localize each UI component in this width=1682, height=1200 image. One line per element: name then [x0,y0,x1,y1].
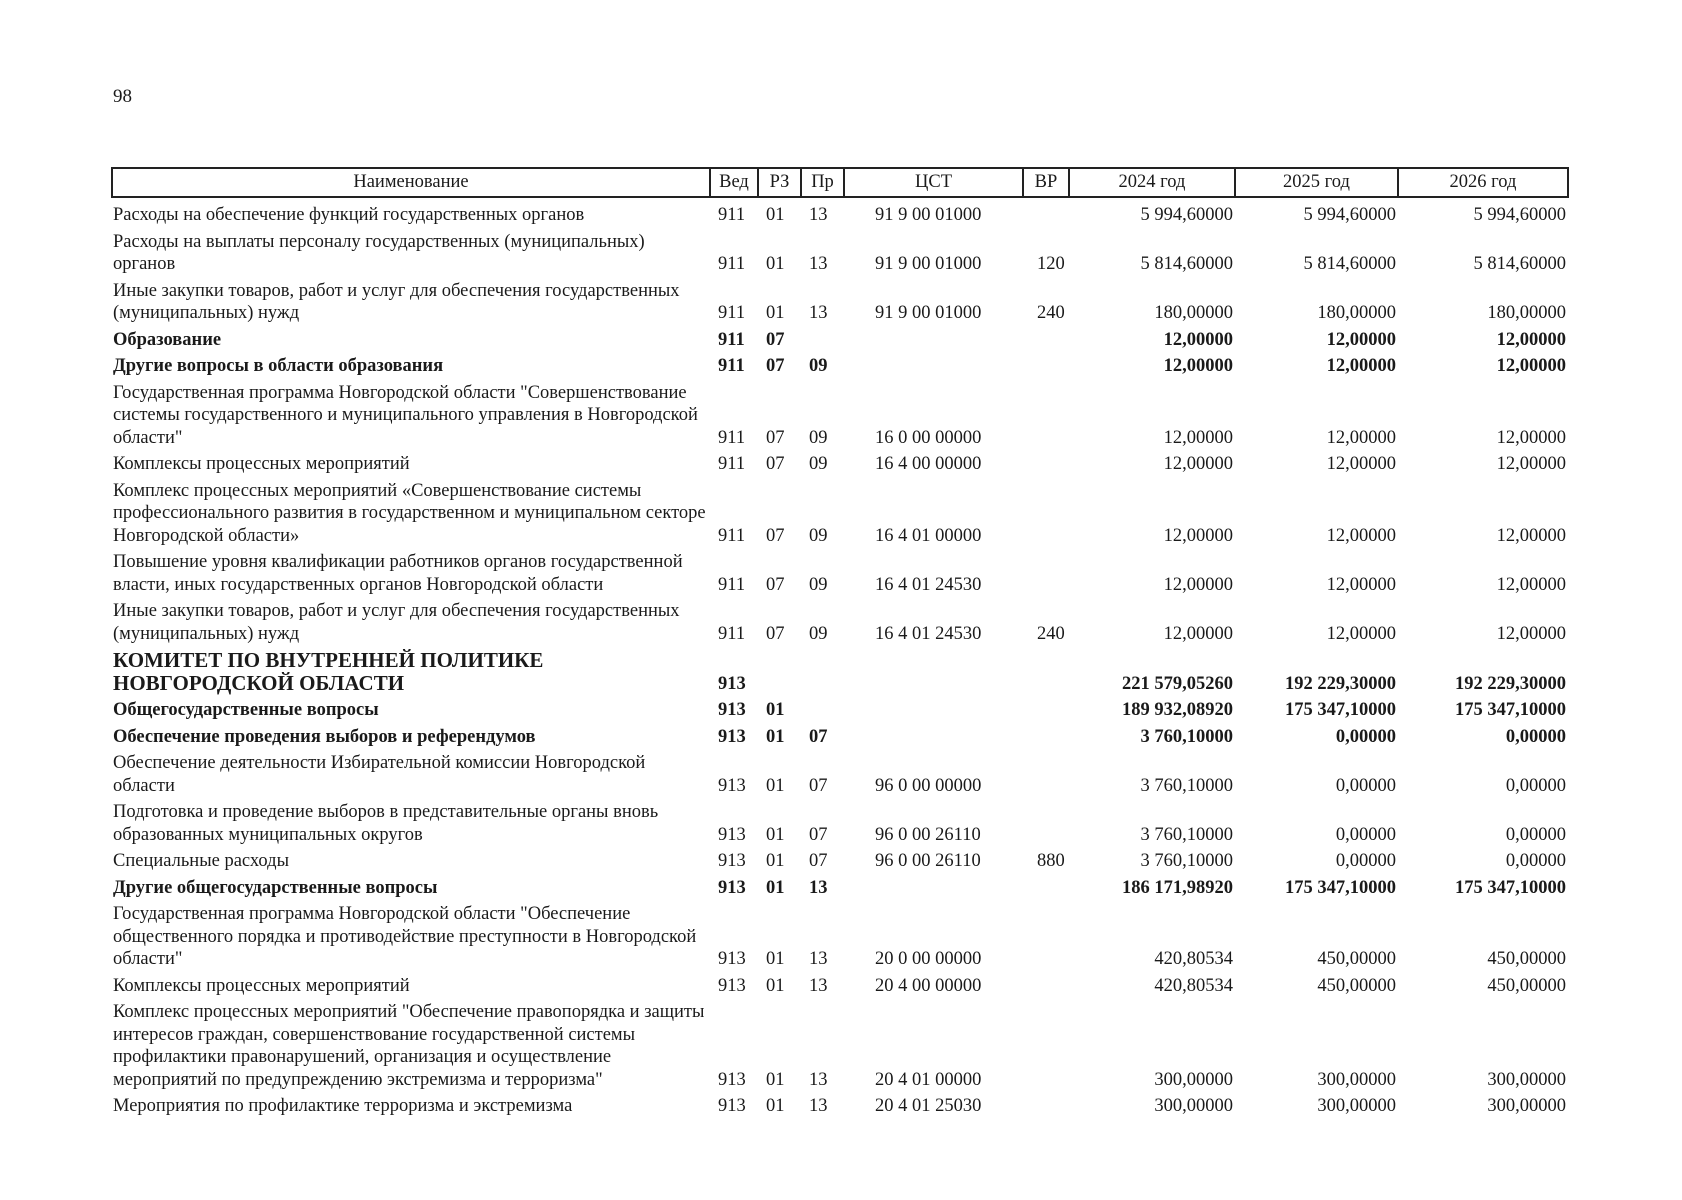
cell-cst: 96 0 00 26110 [875,851,981,871]
cell-2024: 12,00000 [1163,356,1233,376]
cell-name: Обеспечение проведения выборов и референдумов [113,726,536,747]
cell-2024: 221 579,05260 [1122,673,1233,694]
cell-2025: 450,00000 [1317,975,1396,996]
cell-rz: 01 [766,949,785,969]
table-row [112,848,1568,875]
cell-2024: 3 760,10000 [1140,824,1233,845]
cell-rz: 01 [766,824,785,845]
header-cst: ЦСТ [844,168,1023,197]
cell-ved: 913 [718,1069,746,1090]
cell-ved: 911 [718,454,746,474]
table-row [112,973,1568,1000]
cell-pr: 13 [809,975,828,996]
header-pr: Пр [801,168,844,197]
cell-ved: 911 [718,427,746,448]
cell-rz: 07 [766,427,785,448]
table-row [112,647,1568,697]
cell-2026: 12,00000 [1496,623,1566,644]
cell-2025: 5 994,60000 [1303,205,1396,225]
cell-cst [844,327,1023,354]
cell-rz: 07 [766,356,785,376]
cell-cst [844,647,1023,697]
cell-ved: 913 [718,975,746,996]
cell-name: Комплекс процессных мероприятий «Совершенствование системы профессионального развития в государственном и муниципальном секторе Новгородской области» [113,480,706,546]
cell-2026: 175 347,10000 [1455,700,1566,720]
cell-rz: 01 [766,775,785,796]
cell-name: Обеспечение деятельности Избирательной комиссии Новгородской области [113,753,646,796]
cell-ved: 913 [718,775,746,796]
cell-pr: 07 [809,775,828,796]
cell-2024: 300,00000 [1154,1096,1233,1116]
table-row [112,598,1568,647]
cell-2026: 300,00000 [1487,1096,1566,1116]
cell-vr [1023,451,1069,478]
cell-pr: 13 [809,1069,828,1090]
cell-2024: 12,00000 [1163,427,1233,448]
cell-2026: 0,00000 [1505,775,1566,796]
cell-cst [844,697,1023,724]
cell-name: Государственная программа Новгородской области "Обеспечение общественного порядка и противодействие преступности в Новгородской области" [113,904,697,969]
cell-cst: 96 0 00 00000 [875,775,982,796]
cell-2025: 12,00000 [1326,427,1396,448]
cell-2026: 0,00000 [1505,851,1566,871]
header-2024: 2024 год [1069,168,1235,197]
cell-ved: 911 [718,525,746,546]
cell-pr: 09 [809,454,828,474]
cell-rz: 01 [766,975,785,996]
cell-2026: 12,00000 [1496,329,1566,350]
cell-2026: 12,00000 [1496,427,1566,448]
cell-2026: 0,00000 [1505,824,1566,845]
table-row [112,875,1568,902]
cell-2025: 0,00000 [1335,726,1396,747]
cell-ved: 913 [718,726,746,747]
cell-name: Другие общегосударственные вопросы [113,877,438,898]
cell-2025: 12,00000 [1326,356,1396,376]
cell-2026: 5 814,60000 [1473,254,1566,274]
cell-2025: 450,00000 [1317,949,1396,969]
cell-2026: 450,00000 [1487,975,1566,996]
cell-cst: 16 4 00 00000 [875,454,982,474]
cell-pr: 07 [809,851,828,871]
cell-ved: 911 [718,623,746,644]
cell-ved: 913 [718,673,746,694]
cell-2025: 12,00000 [1326,623,1396,644]
cell-cst [844,353,1023,380]
header-2026: 2026 год [1398,168,1568,197]
cell-2026: 175 347,10000 [1455,877,1566,898]
cell-cst: 20 4 01 00000 [875,1069,982,1090]
cell-2026: 5 994,60000 [1473,205,1566,225]
table-row [112,549,1568,598]
cell-vr [1023,327,1069,354]
cell-vr [1023,353,1069,380]
cell-2026: 450,00000 [1487,949,1566,969]
cell-vr: 240 [1037,303,1065,323]
cell-rz: 01 [766,303,785,323]
cell-vr: 120 [1037,254,1065,274]
cell-ved: 911 [718,303,746,323]
table-body [112,197,1568,1120]
cell-rz: 07 [766,574,785,595]
cell-name: Подготовка и проведение выборов в представительные органы вновь образованных муниципальных округов [113,802,659,845]
cell-ved: 913 [718,824,746,845]
cell-rz: 01 [766,851,785,871]
cell-2024: 189 932,08920 [1122,700,1233,720]
cell-pr: 09 [809,623,828,644]
cell-rz: 07 [766,525,785,546]
table-row [112,229,1568,278]
cell-name: Общегосударственные вопросы [113,700,379,720]
cell-rz: 01 [766,254,785,274]
cell-name: Специальные расходы [113,851,289,871]
cell-pr: 13 [809,205,828,225]
cell-name: Иные закупки товаров, работ и услуг для обеспечения государственных (муниципальных) нужд [113,601,680,644]
cell-vr [1023,799,1069,848]
table-row [112,380,1568,452]
cell-vr [1023,750,1069,799]
cell-2024: 12,00000 [1163,623,1233,644]
table-row [112,901,1568,973]
cell-vr [1023,724,1069,751]
cell-name: Комплексы процессных мероприятий [113,454,410,474]
cell-rz: 01 [766,1069,785,1090]
cell-rz: 07 [766,329,785,350]
cell-pr: 13 [809,1096,828,1116]
table-row [112,327,1568,354]
cell-2024: 5 814,60000 [1140,254,1233,274]
cell-pr [801,647,844,697]
cell-vr [1023,697,1069,724]
cell-rz: 01 [766,877,785,898]
cell-pr [801,697,844,724]
cell-pr: 07 [809,824,828,845]
header-vr: ВР [1023,168,1069,197]
cell-cst [844,724,1023,751]
cell-2024: 12,00000 [1163,525,1233,546]
header-rz: РЗ [758,168,801,197]
cell-2025: 0,00000 [1335,824,1396,845]
cell-2025: 0,00000 [1335,775,1396,796]
cell-2024: 186 171,98920 [1122,877,1233,898]
cell-cst: 20 4 00 00000 [875,975,982,996]
cell-ved: 913 [718,851,746,871]
cell-pr [801,327,844,354]
cell-2025: 12,00000 [1326,454,1396,474]
table-row [112,750,1568,799]
cell-ved: 911 [718,254,746,274]
cell-name: Расходы на обеспечение функций государственных органов [113,205,585,225]
cell-2024: 3 760,10000 [1140,726,1233,747]
table-row [112,999,1568,1093]
cell-ved: 913 [718,877,746,898]
cell-vr [1023,999,1069,1093]
cell-cst: 16 4 01 00000 [875,525,982,546]
cell-2025: 300,00000 [1317,1069,1396,1090]
cell-cst: 91 9 00 01000 [875,254,982,274]
cell-2026: 12,00000 [1496,525,1566,546]
cell-pr: 13 [809,949,828,969]
cell-pr: 07 [809,726,828,747]
cell-ved: 913 [718,949,746,969]
cell-name: Государственная программа Новгородской области "Совершенствование системы государственного и муниципального управления в Новгородской области" [113,382,698,448]
cell-rz: 07 [766,623,785,644]
table-row [112,197,1568,229]
header-ved: Вед [710,168,758,197]
cell-2024: 3 760,10000 [1140,775,1233,796]
cell-2024: 5 994,60000 [1140,205,1233,225]
cell-2025: 0,00000 [1335,851,1396,871]
cell-vr [1023,549,1069,598]
cell-ved: 911 [718,574,746,595]
cell-rz: 07 [766,454,785,474]
cell-name: Комплексы процессных мероприятий [113,975,410,996]
cell-name: Другие вопросы в области образования [113,356,444,376]
table-row [112,1093,1568,1120]
cell-vr [1023,973,1069,1000]
cell-name: КОМИТЕТ ПО ВНУТРЕННЕЙ ПОЛИТИКЕ НОВГОРОДСКОЙ ОБЛАСТИ [113,648,544,695]
cell-2026: 180,00000 [1487,303,1566,323]
cell-ved: 911 [718,356,745,376]
cell-2026: 12,00000 [1496,574,1566,595]
cell-pr: 13 [809,877,828,898]
cell-name: Повышение уровня квалификации работников органов государственной власти, иных государственных органов Новгородской области [113,552,683,595]
cell-2025: 180,00000 [1317,303,1396,323]
cell-2025: 300,00000 [1317,1096,1396,1116]
cell-2024: 3 760,10000 [1140,851,1233,871]
budget-table-container [111,167,1567,1120]
cell-vr [1023,1093,1069,1120]
cell-pr: 13 [809,254,828,274]
table-row [112,353,1568,380]
cell-rz: 01 [766,1096,785,1116]
cell-2026: 192 229,30000 [1455,673,1566,694]
cell-cst: 16 4 01 24530 [875,623,982,644]
table-row [112,451,1568,478]
cell-vr [1023,478,1069,550]
cell-2024: 180,00000 [1154,303,1233,323]
cell-cst: 20 4 01 25030 [875,1096,982,1116]
cell-ved: 911 [718,329,745,350]
header-2025: 2025 год [1235,168,1398,197]
cell-cst: 96 0 00 26110 [875,824,981,845]
cell-rz: 01 [766,700,785,720]
cell-2026: 12,00000 [1496,356,1566,376]
table-row [112,799,1568,848]
cell-2025: 12,00000 [1326,525,1396,546]
cell-2024: 12,00000 [1163,574,1233,595]
cell-2026: 300,00000 [1487,1069,1566,1090]
cell-2024: 420,80534 [1154,975,1233,996]
table-row [112,278,1568,327]
cell-vr: 240 [1037,623,1065,644]
cell-2024: 12,00000 [1163,329,1233,350]
cell-pr: 09 [809,427,828,448]
cell-pr: 13 [809,303,828,323]
table-header-row [112,168,1568,197]
cell-2026: 12,00000 [1496,454,1566,474]
cell-vr [1023,647,1069,697]
cell-name: Расходы на выплаты персоналу государственных (муниципальных) органов [113,231,645,274]
cell-cst: 16 4 01 24530 [875,574,982,595]
cell-2025: 12,00000 [1326,574,1396,595]
page-number: 98 [113,86,132,107]
cell-2024: 300,00000 [1154,1069,1233,1090]
cell-name: Образование [113,329,222,350]
table-row [112,697,1568,724]
cell-name: Иные закупки товаров, работ и услуг для обеспечения государственных (муниципальных) нужд [113,280,680,323]
cell-pr: 09 [809,574,828,595]
cell-cst: 91 9 00 01000 [875,205,982,225]
cell-cst: 16 0 00 00000 [875,427,982,448]
cell-ved: 911 [718,205,746,225]
cell-pr: 09 [809,356,828,376]
cell-name: Мероприятия по профилактике терроризма и экстремизма [113,1096,573,1116]
cell-vr: 880 [1037,851,1065,871]
header-name: Наименование [112,168,710,197]
cell-2024: 12,00000 [1163,454,1233,474]
cell-cst: 20 0 00 00000 [875,949,982,969]
cell-vr [1023,197,1069,229]
cell-2025: 175 347,10000 [1285,700,1396,720]
cell-2025: 192 229,30000 [1285,673,1396,694]
cell-rz [758,647,801,697]
cell-rz: 01 [766,726,785,747]
cell-ved: 913 [718,1096,746,1116]
table-row [112,478,1568,550]
cell-2024: 420,80534 [1154,949,1233,969]
cell-2025: 12,00000 [1326,329,1396,350]
cell-rz: 01 [766,205,785,225]
table-row [112,724,1568,751]
cell-name: Комплекс процессных мероприятий "Обеспечение правопорядка и защиты интересов граждан, совершенствование государственной системы профилактики правонарушений, организация и осуществление мероприятий по предупреждению экстремизма и терроризма" [113,1002,705,1090]
cell-2025: 5 814,60000 [1303,254,1396,274]
cell-vr [1023,875,1069,902]
budget-table [111,167,1569,1120]
cell-vr [1023,901,1069,973]
cell-2026: 0,00000 [1505,726,1566,747]
cell-ved: 913 [718,700,746,720]
cell-vr [1023,380,1069,452]
cell-2025: 175 347,10000 [1285,877,1396,898]
cell-cst: 91 9 00 01000 [875,303,982,323]
cell-cst [844,875,1023,902]
cell-pr: 09 [809,525,828,546]
